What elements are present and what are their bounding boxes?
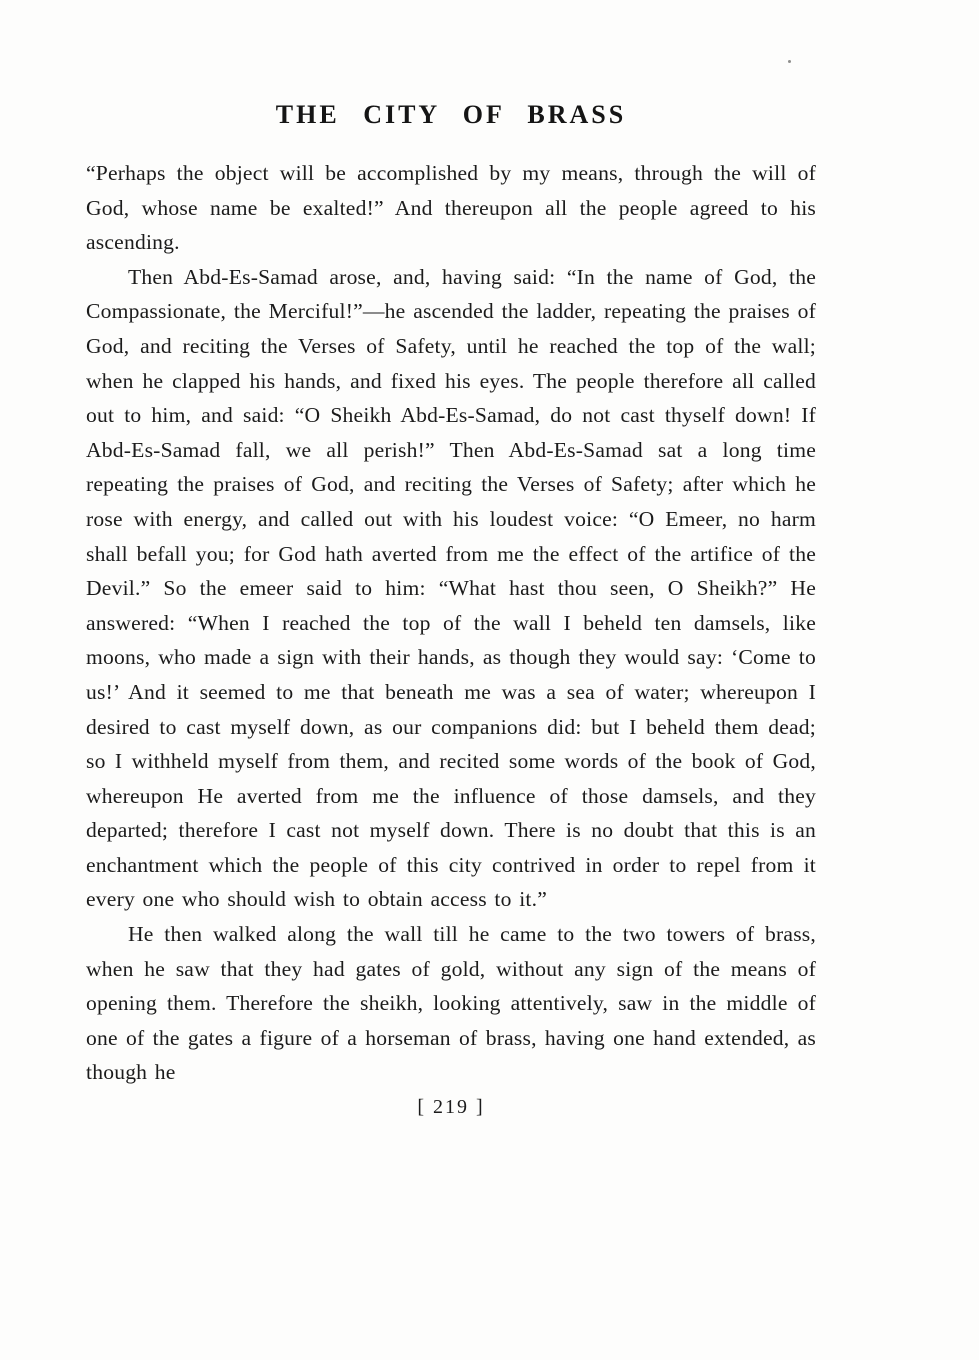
paragraph-abd-es-samad-ascends: Then Abd-Es-Samad arose, and, having said: “In the name of God, the Compassionate, the Merciful!”—he ascended the ladder, repeating the praises of God, and reciting the Verses of Safety, until he reached the top of the wall; when he clapped his hands, and fixed his eyes. The people therefore all called out to him, and said: “O Sheikh Abd-Es-Samad, do not cast thyself down! If Abd-Es-Samad fall, we all perish!” Then Abd-Es-Samad sat a long time repeating the praises of God, and reciting the Verses of Safety; after which he rose with energy, and called out with his loudest voice: “O Emeer, no harm shall befall you; for God hath averted from me the effect of the artifice of the Devil.” So the emeer said to him: “What hast thou seen, O Sheikh?” He answered: “When I reached the top of the wall I beheld ten damsels, like moons, who made a sign with their hands, as though they would say: ‘Come to us!’ And it seemed to me that beneath me was a sea of water; whereupon I desired to cast myself down, as our companions did: but I beheld them dead; so I withheld myself from them, and recited some words of the book of God, whereupon He averted from me the influence of those damsels, and they departed; therefore I cast not myself down. There is no doubt that this is an enchantment which the people of this city contrived in order to repel from it every one who should wish to obtain access to it.” <box>86 264 816 912</box>
paragraph-continuation: “Perhaps the object will be accomplished by my means, through the will of God, whose name be exalted!” And thereupon all the people agreed to his ascending. <box>86 161 816 255</box>
chapter-title: THE CITY OF BRASS <box>275 100 627 129</box>
scan-speck <box>788 60 791 63</box>
paragraph-walk-along-wall: He then walked along the wall till he came to the two towers of brass, when he saw that they had gates of gold, without any sign of the means of opening them. Therefore the sheikh, looking attentively, saw in the middle of one of the gates a figure of a horseman of brass, having one hand extended, as though he <box>86 922 816 1085</box>
text-block <box>86 100 816 1119</box>
page-number: [ 219 ] <box>417 1096 485 1119</box>
